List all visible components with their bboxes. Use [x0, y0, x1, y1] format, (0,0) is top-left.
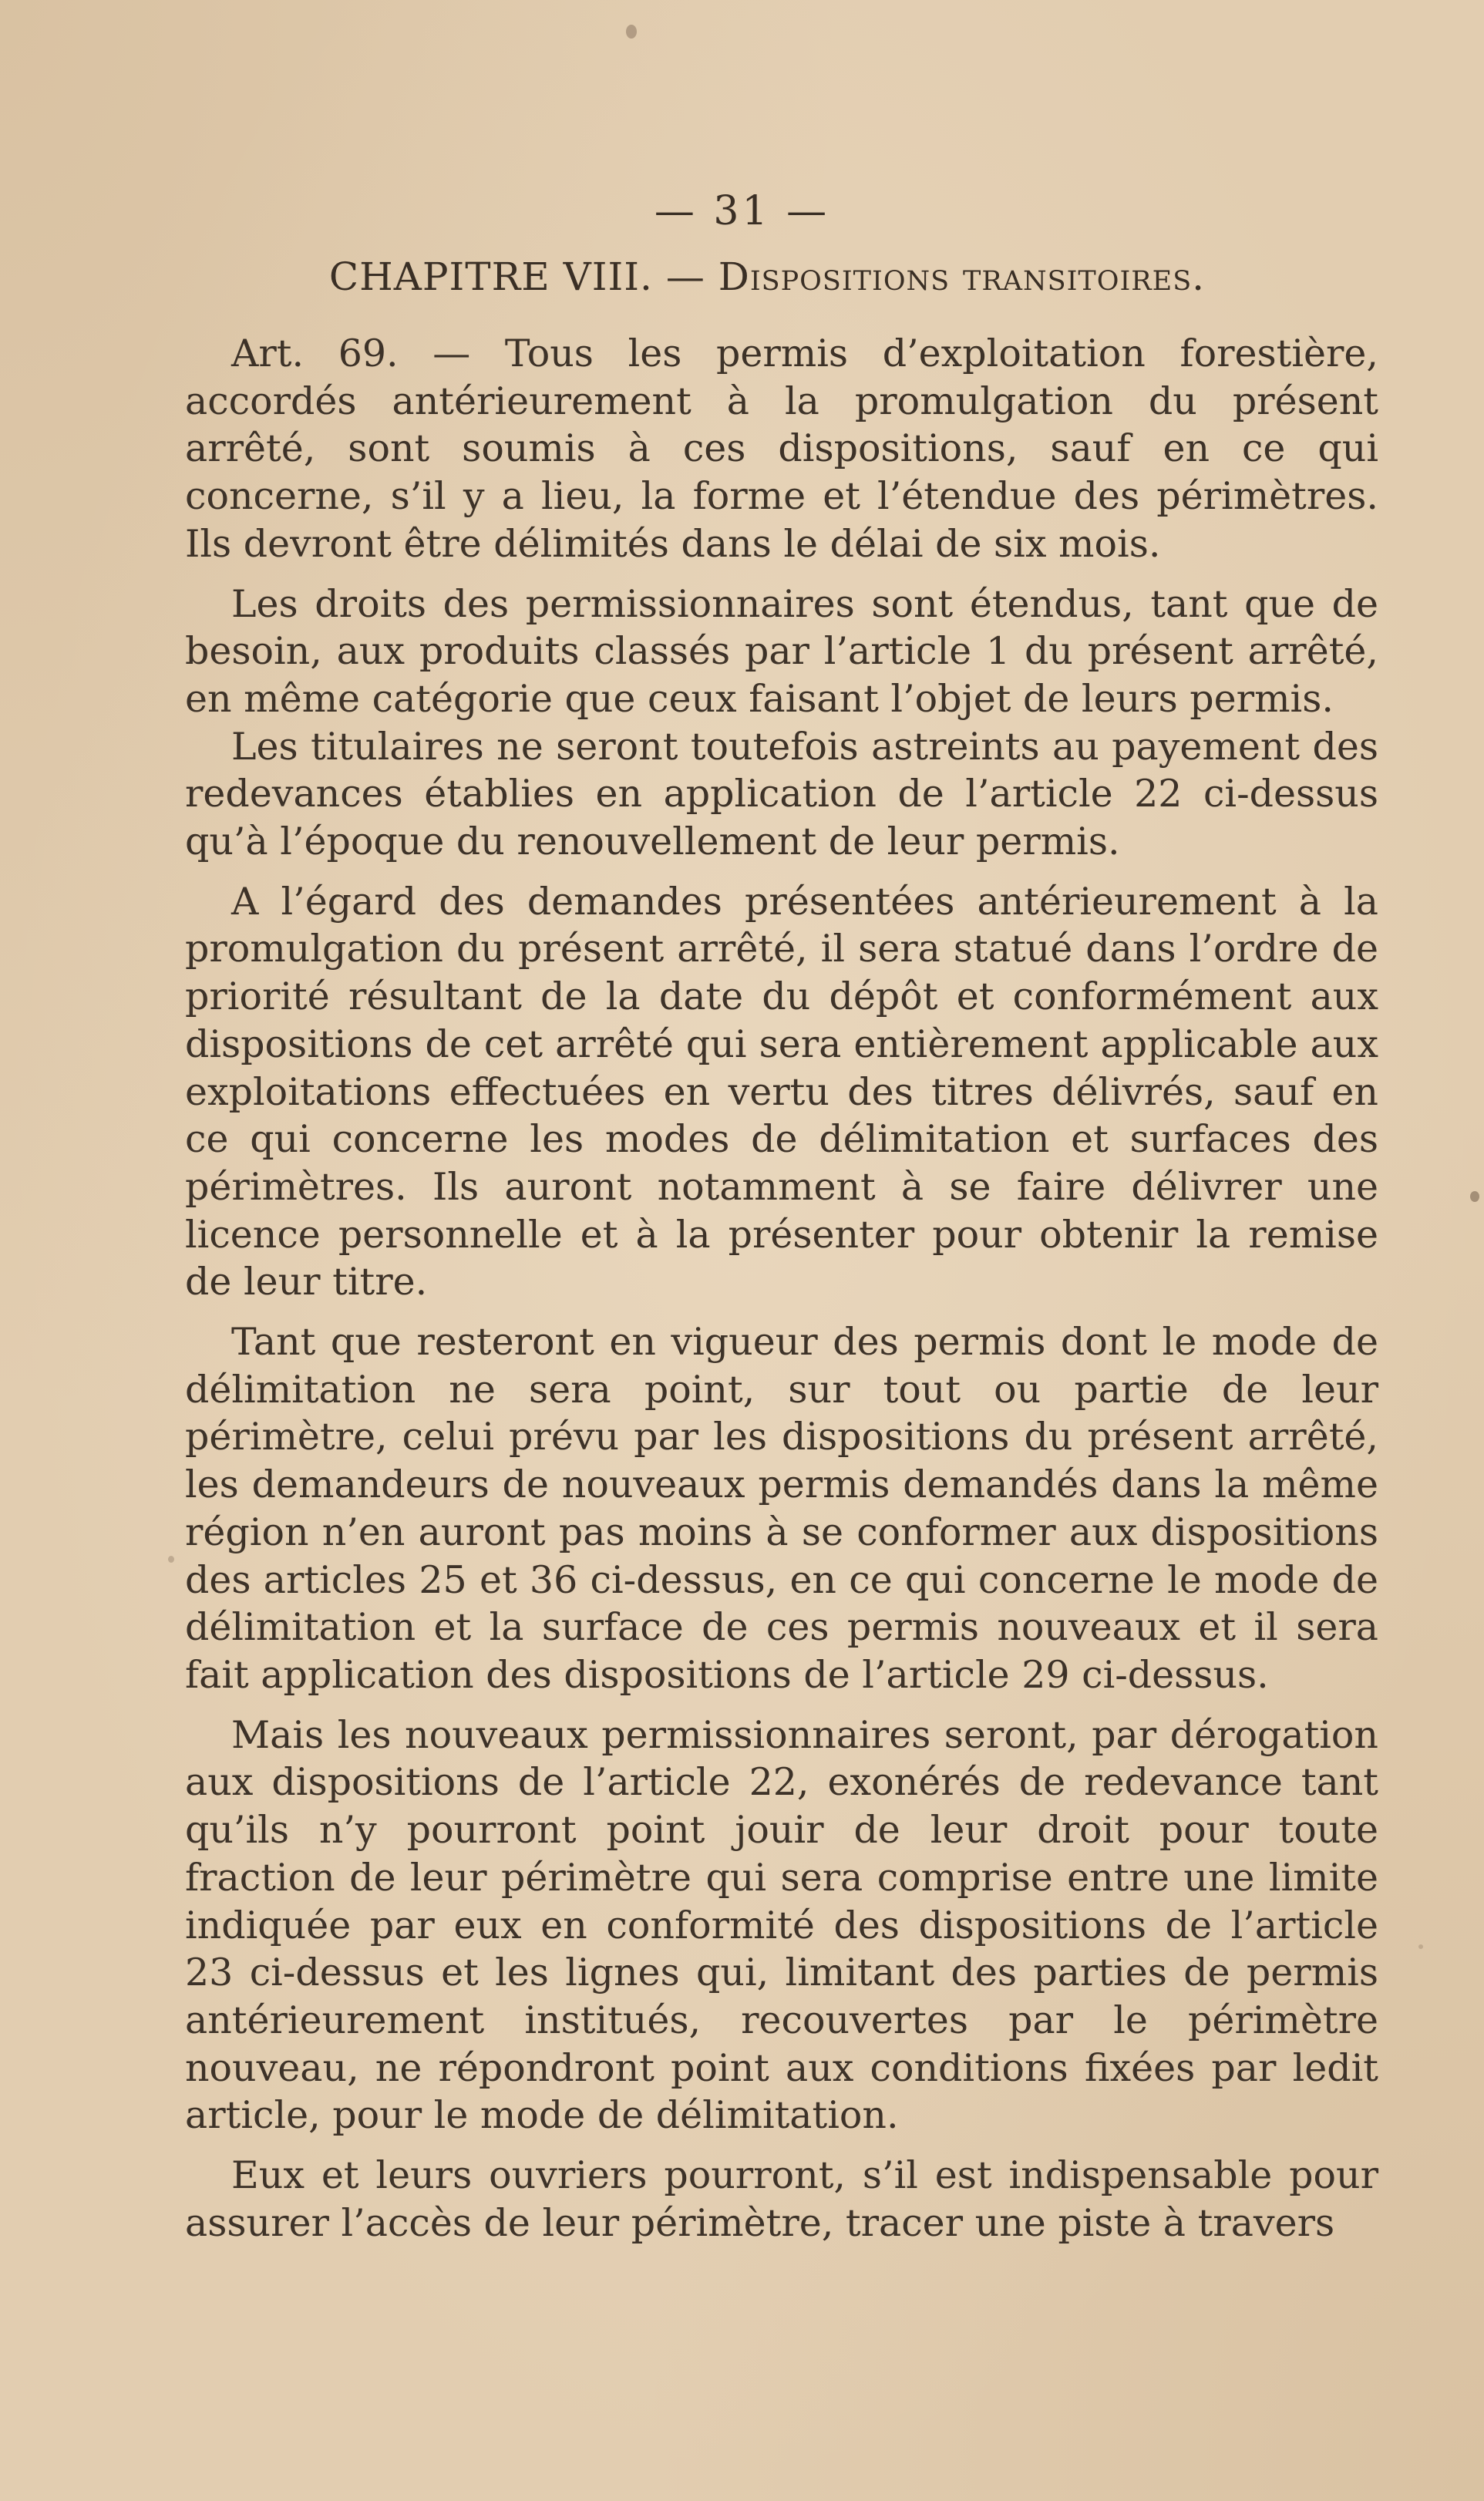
- ink-spot: [1418, 1944, 1423, 1949]
- chapter-heading: [254, 254, 1280, 299]
- ink-spot: [168, 1556, 174, 1563]
- paragraph: Les droits des permissionnaires sont étendus, tant que de besoin, aux produits classés par l’article 1 du présent arrêté, en même catégorie que ceux faisant l’objet de leurs permis.: [185, 581, 1378, 721]
- page-number: — 31 —: [654, 188, 830, 234]
- paragraph: Les titulaires ne seront toutefois astreints au payement des redevances établies en application de l’article 22 ci-dessus qu’à l’époque du renouvellement de leur permis.: [185, 724, 1378, 864]
- ink-spot: [626, 25, 637, 39]
- body-text: [185, 330, 1378, 2247]
- paragraph-art-69: Art. 69. — Tous les permis d’exploitation forestière, accordés antérieurement à la promulgation du présent arrêté, sont soumis à ces dispositions, sauf en ce qui concerne, s’il y a lieu, la forme et l’étendue des périmètres. Ils devront être délimités dans le délai de six mois.: [185, 332, 1378, 566]
- paragraph: Mais les nouveaux permissionnaires seront, par dérogation aux dispositions de l’article 22, exonérés de redevance tant qu’ils n’y pourront point jouir de leur droit pour toute fraction de leur périmètre qui sera comprise entre une limite indiquée par eux en conformité des dispositions de l’article 23 ci-dessus et les lignes qui, limitant des parties de permis antérieurement institués, recouvertes par le périmètre nouveau, ne répondront point aux conditions fixées par ledit article, pour le mode de délimitation.: [185, 1712, 1378, 2138]
- paragraph: Tant que resteront en vigueur des permis dont le mode de délimitation ne sera point, sur tout ou partie de leur périmètre, celui prévu par les dispositions du présent arrêté, les demandeurs de nouveaux permis demandés dans la même région n’en auront pas moins à se conformer aux dispositions des articles 25 et 36 ci-dessus, en ce qui concerne le mode de délimitation et la surface de ces permis nouveaux et il sera fait application des dispositions de l’article 29 ci-dessus.: [185, 1320, 1378, 1697]
- paragraph: A l’égard des demandes présentées antérieurement à la promulgation du présent arrêté, il sera statué dans l’ordre de priorité résultant de la date du dépôt et conformément aux dispositions de cet arrêté qui sera entièrement applicable aux exploitations effectuées en vertu des titres délivrés, sauf en ce qui concerne les modes de délimitation et surfaces des périmètres. Ils auront notamment à se faire délivrer une licence personnelle et à la présenter pour obtenir la remise de leur titre.: [185, 879, 1378, 1304]
- ink-spot: [1470, 1191, 1479, 1202]
- chapter-title: Dispositions transitoires.: [718, 254, 1206, 299]
- chapter-separator: —: [665, 254, 705, 299]
- paragraph: Eux et leurs ouvriers pourront, s’il est indispensable pour assurer l’accès de leur périmètre, tracer une piste à travers: [185, 2153, 1378, 2245]
- chapter-number: CHAPITRE VIII.: [328, 254, 653, 299]
